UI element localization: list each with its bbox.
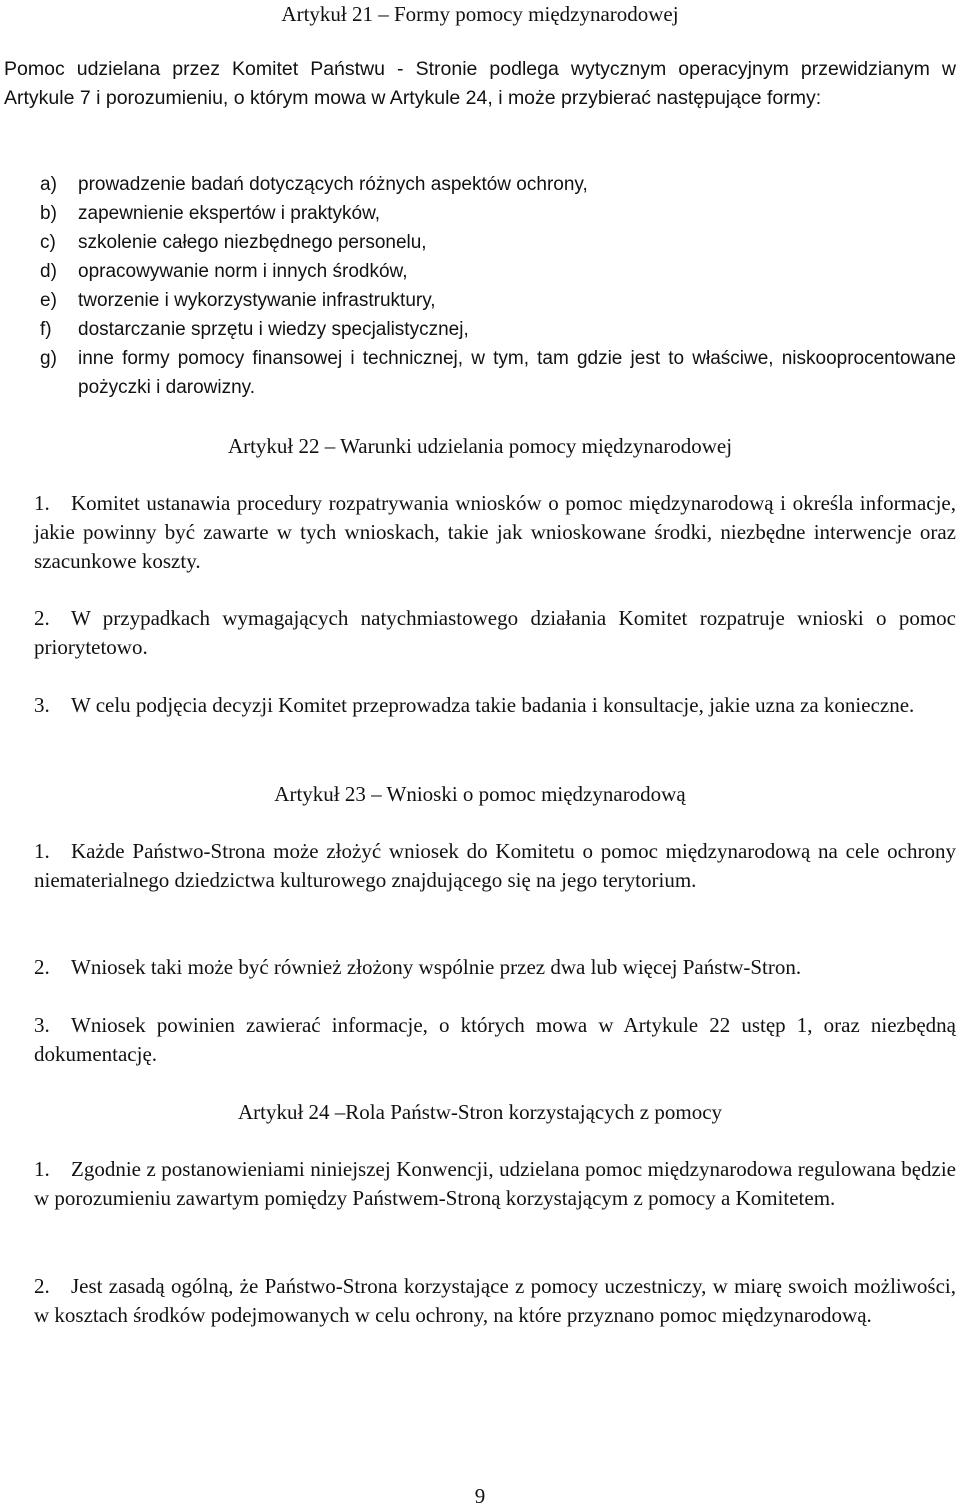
article-23-heading: Artykuł 23 – Wnioski o pomoc międzynarodową <box>274 782 686 806</box>
article-22-point-3 <box>34 691 956 751</box>
list-item <box>40 228 956 257</box>
article-23-point-3 <box>34 1011 956 1071</box>
point-number: 2. <box>34 1274 50 1298</box>
list-item-text: inne formy pomocy finansowej i technicznej, w tym, tam gdzie jest to właściwe, niskooprocentowane pożyczki i darowizny. <box>78 348 956 398</box>
list-item <box>40 199 956 228</box>
list-item-marker: a) <box>40 174 57 195</box>
point-number: 1. <box>34 1157 50 1181</box>
point-number: 2. <box>34 955 50 979</box>
article-22-point-2 <box>34 604 956 664</box>
point-text: Zgodnie z postanowieniami niniejszej Konwencji, udzielana pomoc międzynarodowa regulowana będzie w porozumieniu zawartym pomiędzy Państwem-Stroną korzystającym z pomocy a Komitetem. <box>34 1157 956 1210</box>
point-number: 3. <box>34 1013 50 1037</box>
list-item-text: opracowywanie norm i innych środków, <box>78 261 408 282</box>
list-item-marker: d) <box>40 261 57 282</box>
list-item-marker: f) <box>40 319 52 340</box>
list-item <box>40 170 956 199</box>
article-22-heading: Artykuł 22 – Warunki udzielania pomocy międzynarodowej <box>227 434 733 458</box>
point-text: Każde Państwo-Strona może złożyć wniosek do Komitetu o pomoc międzynarodową na cele ochrony niematerialnego dziedzictwa kulturowego znajdującego się na jego terytorium. <box>34 839 956 892</box>
list-item <box>40 344 956 402</box>
point-text: W przypadkach wymagających natychmiastowego działania Komitet rozpatruje wnioski o pomoc priorytetowo. <box>34 606 956 659</box>
point-text: Komitet ustanawia procedury rozpatrywania wniosków o pomoc międzynarodową i określa informacje, jakie powinny być zawarte w tych wnioskach, takie jak wnioskowane środki, niezbędne interwencje oraz szacunkowe koszty. <box>34 491 956 573</box>
list-item-marker: g) <box>40 348 57 369</box>
article-23-point-1 <box>34 837 956 927</box>
list-item-marker: c) <box>40 232 56 253</box>
article-21-intro: Pomoc udzielana przez Komitet Państwu - Stronie podlega wytycznym operacyjnym przewidzianym w Artykule 7 i porozumieniu, o którym mowa w Artykule 24, i może przybierać następujące formy: <box>4 58 956 109</box>
list-item-text: zapewnienie ekspertów i praktyków, <box>78 203 381 224</box>
list-item <box>40 286 956 315</box>
point-text: W celu podjęcia decyzji Komitet przeprowadza takie badania i konsultacje, jakie uzna za konieczne. <box>71 693 915 717</box>
point-text: Jest zasadą ogólną, że Państwo-Strona korzystające z pomocy uczestniczy, w miarę swoich możliwości, w kosztach środków podejmowanych w celu ochrony, na które przyznano pomoc międzynarodową. <box>34 1274 956 1327</box>
article-24-point-2 <box>34 1272 956 1362</box>
article-22-point-1 <box>34 489 956 579</box>
list-item-text: dostarczanie sprzętu i wiedzy specjalistycznej, <box>78 319 469 340</box>
list-item-marker: e) <box>40 290 57 311</box>
list-item-marker: b) <box>40 203 57 224</box>
article-23-point-2 <box>34 953 956 983</box>
point-number: 1. <box>34 491 50 515</box>
point-text: Wniosek taki może być również złożony wspólnie przez dwa lub więcej Państw-Stron. <box>71 955 802 979</box>
list-item-text: prowadzenie badań dotyczących różnych aspektów ochrony, <box>78 174 588 195</box>
article-21-heading: Artykuł 21 – Formy pomocy międzynarodowej <box>281 2 679 26</box>
article-21-form-list <box>40 170 956 402</box>
page-number: 9 <box>474 1484 486 1508</box>
point-number: 1. <box>34 839 50 863</box>
list-item <box>40 257 956 286</box>
point-number: 3. <box>34 693 50 717</box>
point-number: 2. <box>34 606 50 630</box>
point-text: Wniosek powinien zawierać informacje, o których mowa w Artykule 22 ustęp 1, oraz niezbędną dokumentację. <box>34 1013 956 1066</box>
list-item-text: tworzenie i wykorzystywanie infrastruktury, <box>78 290 436 311</box>
list-item-text: szkolenie całego niezbędnego personelu, <box>78 232 427 253</box>
list-item <box>40 315 956 344</box>
article-24-point-1 <box>34 1155 956 1245</box>
article-24-heading: Artykuł 24 –Rola Państw-Stron korzystających z pomocy <box>237 1100 723 1124</box>
